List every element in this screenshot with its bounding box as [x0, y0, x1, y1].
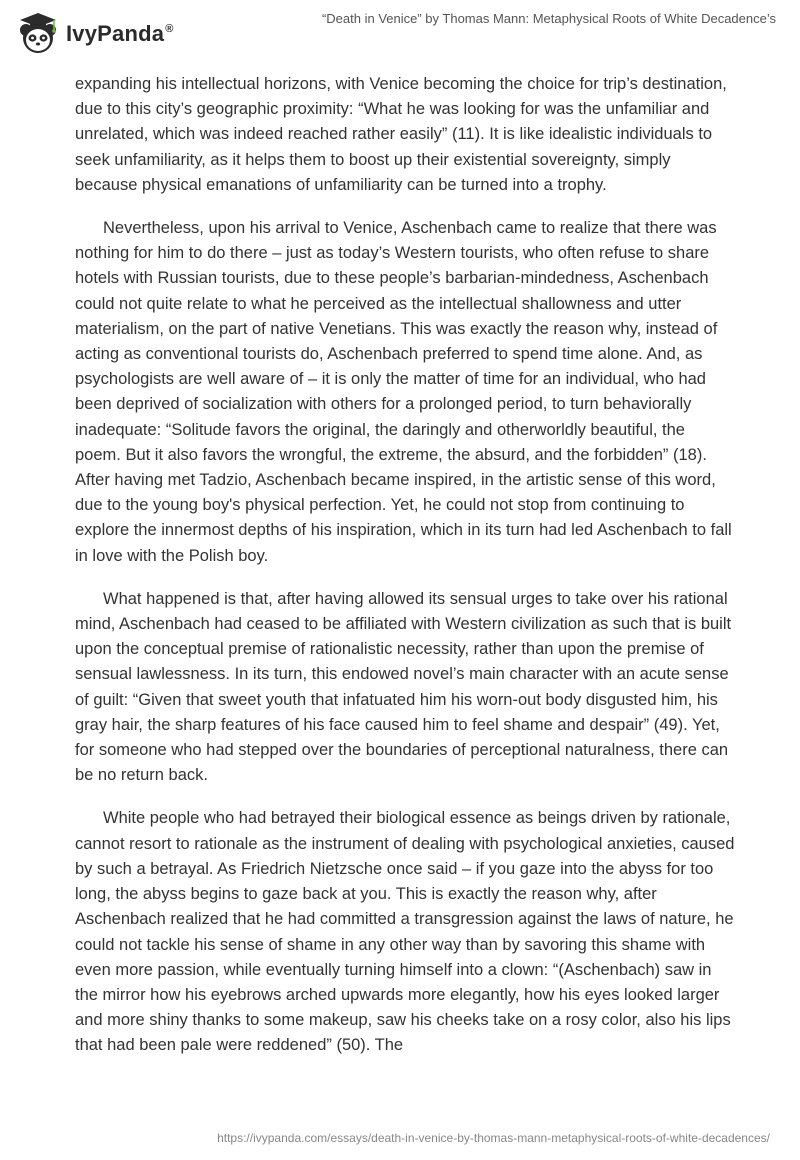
- paragraph: What happened is that, after having allowed its sensual urges to take over his rational mind, Aschenbach had ceased to be affiliated with Western civilization as such that is built upon the conceptual premise of rationalistic necessity, rather than upon the premise of sensual lawlessness. In its turn, this endowed novel’s main character with an acute sense of guilt: “Given that sweet youth that infatuated him his worn-out body disgusted him, his gray hair, the sharp features of his face caused him to feel shame and despair” (49). Yet, for someone who had stepped over the boundaries of perceptional naturalness, there can be no return back.: [75, 589, 732, 785]
- essay-body: [75, 72, 735, 1077]
- panda-graduation-cap-icon: [14, 10, 62, 58]
- paragraph: Nevertheless, upon his arrival to Venice, Aschenbach came to realize that there was nothing for him to do there – just as today’s Western tourists, who often refuse to share hotels with Russian tourists, due to these people’s barbarian-mindedness, Aschenbach could not quite relate to what he perceived as the intellectual shallowness and utter materialism, on the part of native Venetians. This was exactly the reason why, instead of acting as conventional tourists do, Aschenbach preferred to spend time alone. And, as psychologists are well aware of – it is only the matter of time for an individual, who had been deprived of socialization with others for a prolonged period, to turn behaviorally inadequate: “Solitude favors the original, the daringly and otherworldly beautiful, the poem. But it also favors the wrongful, the extreme, the absurd, and the forbidden” (18). After having met Tadzio, Aschenbach became inspired, in the artistic sense of this word, due to the young boy's physical perfection. Yet, he could not stop from continuing to explore the innermost depths of his inspiration, which in its turn had led Aschenbach to fall in love with the Polish boy.: [75, 219, 732, 565]
- brand-logo[interactable]: [14, 10, 174, 58]
- brand-reg-mark: ®: [165, 23, 174, 35]
- page-header: [0, 0, 800, 62]
- brand-name: IvyPanda®: [66, 21, 174, 46]
- source-url[interactable]: https://ivypanda.com/essays/death-in-venice-by-thomas-mann-metaphysical-roots-of-white-decadences/: [217, 1131, 770, 1145]
- document-title: “Death in Venice” by Thomas Mann: Metaphysical Roots of White Decadence’s: [321, 11, 776, 26]
- paragraph: White people who had betrayed their biological essence as beings driven by rationale, cannot resort to rationale as the instrument of dealing with psychological anxieties, caused by such a betrayal. As Friedrich Nietzsche once said – if you gaze into the abyss for too long, the abyss begins to gaze back at you. This is exactly the reason why, after Aschenbach realized that he had committed a transgression against the laws of nature, he could not tackle his sense of shame in any other way than by savoring this shame with even more passion, while eventually turning himself into a clown: “(Aschenbach) saw in the mirror how his eyebrows arched upwards more elegantly, how his eyes looked larger and more shiny thanks to some makeup, saw his cheeks take on a rosy color, also his lips that had been pale were reddened” (50). The: [75, 809, 735, 1055]
- paragraph: expanding his intellectual horizons, with Venice becoming the choice for trip’s destination, due to this city’s geographic proximity: “What he was looking for was the unfamiliar and unrelated, which was indeed reached rather easily” (11). It is like idealistic individuals to seek unfamiliarity, as it helps them to boost up their existential sovereignty, simply because physical emanations of unfamiliarity can be turned into a trophy.: [75, 75, 727, 194]
